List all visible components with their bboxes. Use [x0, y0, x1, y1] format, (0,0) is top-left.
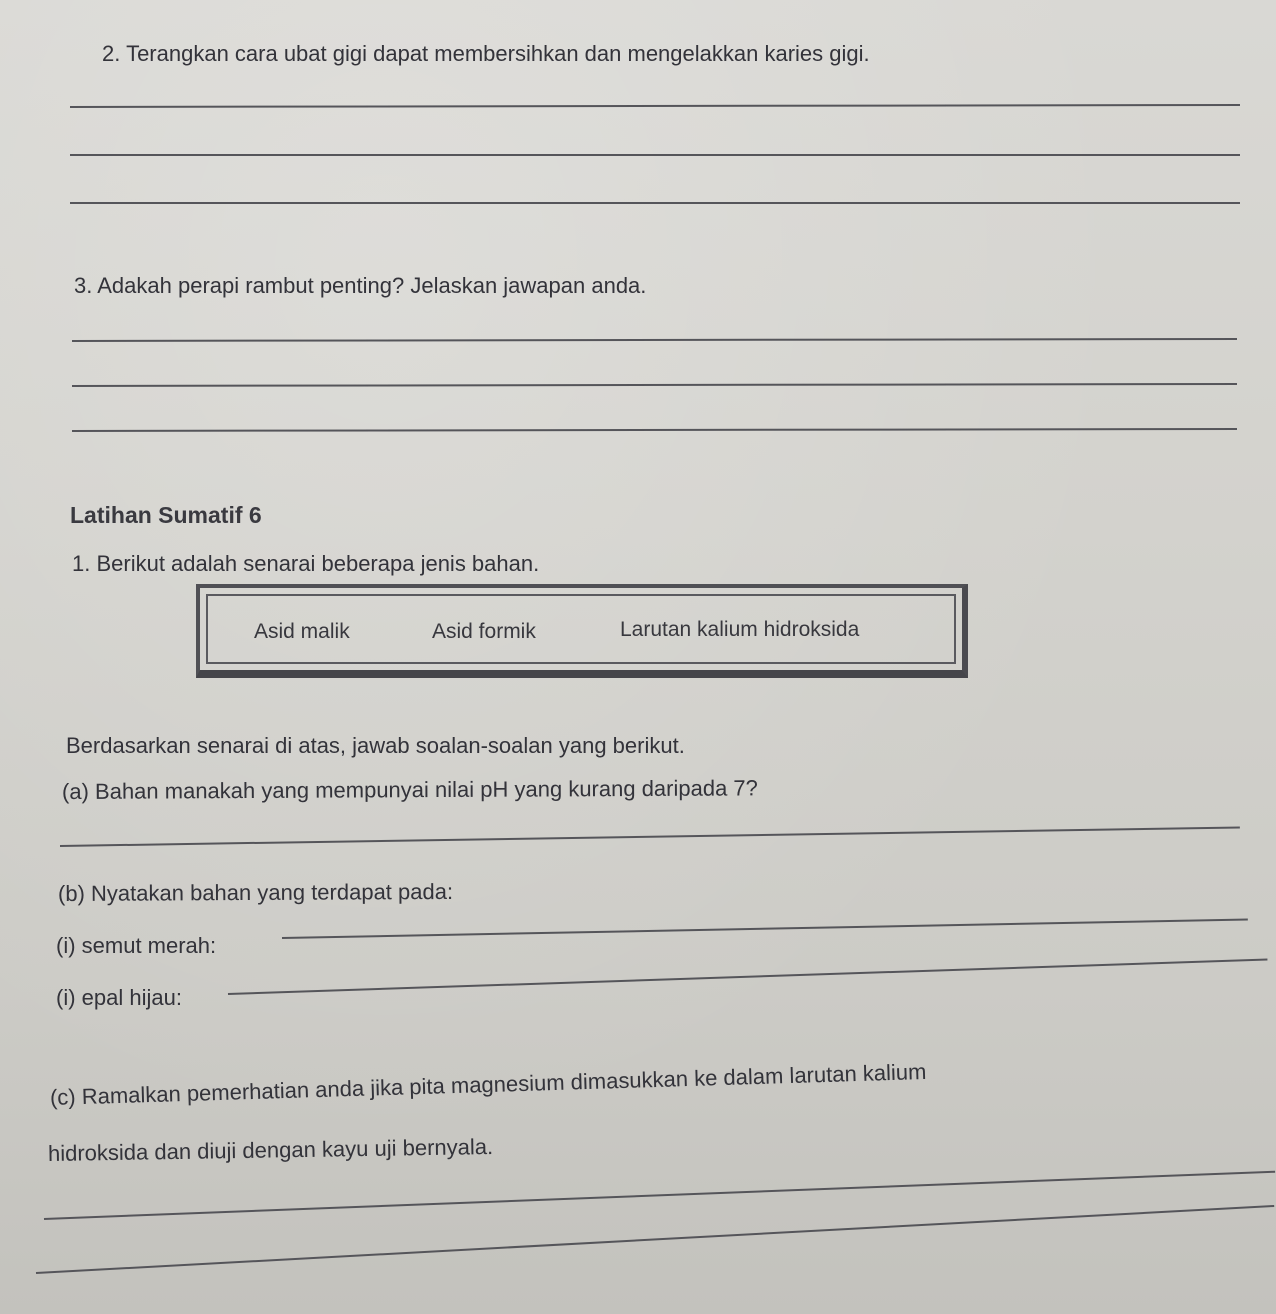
answer-line-q2-2[interactable]: [70, 154, 1240, 156]
answer-line-q3-1[interactable]: [72, 338, 1237, 342]
material-item-larutan-kalium-hidroksida: Larutan kalium hidroksida: [620, 618, 860, 641]
answer-line-a[interactable]: [60, 826, 1240, 847]
s1-instruction-text: Berdasarkan senarai di atas, jawab soalan-soalan yang berikut.: [66, 733, 685, 758]
s1-question-a-text: (a) Bahan manakah yang mempunyai nilai pH yang kurang daripada 7?: [61, 775, 758, 804]
s1-question-b-text: (b) Nyatakan bahan yang terdapat pada:: [57, 878, 454, 906]
s1-intro-text: 1. Berikut adalah senarai beberapa jenis bahan.: [72, 551, 540, 576]
s1-question-c-text-line1: (c) Ramalkan pemerhatian anda jika pita magnesium dimasukkan ke dalam larutan kalium: [49, 1058, 927, 1110]
s1-question-c-text-line2: hidroksida dan diuji dengan kayu uji bernyala.: [47, 1134, 494, 1166]
s1-question-b-ii-text: (i) epal hijau:: [56, 985, 182, 1010]
answer-line-q2-1[interactable]: [70, 104, 1240, 108]
section-title: Latihan Sumatif 6: [70, 502, 262, 528]
answer-line-q2-3[interactable]: [70, 202, 1240, 204]
answer-line-c-1[interactable]: [44, 1171, 1275, 1220]
question-2-text: 2. Terangkan cara ubat gigi dapat membersihkan dan mengelakkan karies gigi.: [102, 41, 870, 66]
answer-line-b-ii[interactable]: [228, 959, 1267, 995]
s1-question-b-i-text: (i) semut merah:: [56, 933, 217, 958]
answer-line-q3-2[interactable]: [72, 383, 1237, 387]
material-item-asid-formik: Asid formik: [432, 620, 536, 643]
material-item-asid-malik: Asid malik: [254, 620, 350, 643]
answer-line-b-i[interactable]: [282, 918, 1248, 939]
materials-box: [196, 584, 968, 678]
answer-line-c-2[interactable]: [36, 1205, 1274, 1274]
question-3-text: 3. Adakah perapi rambut penting? Jelaskan jawapan anda.: [74, 273, 647, 298]
answer-line-q3-3[interactable]: [72, 428, 1237, 432]
